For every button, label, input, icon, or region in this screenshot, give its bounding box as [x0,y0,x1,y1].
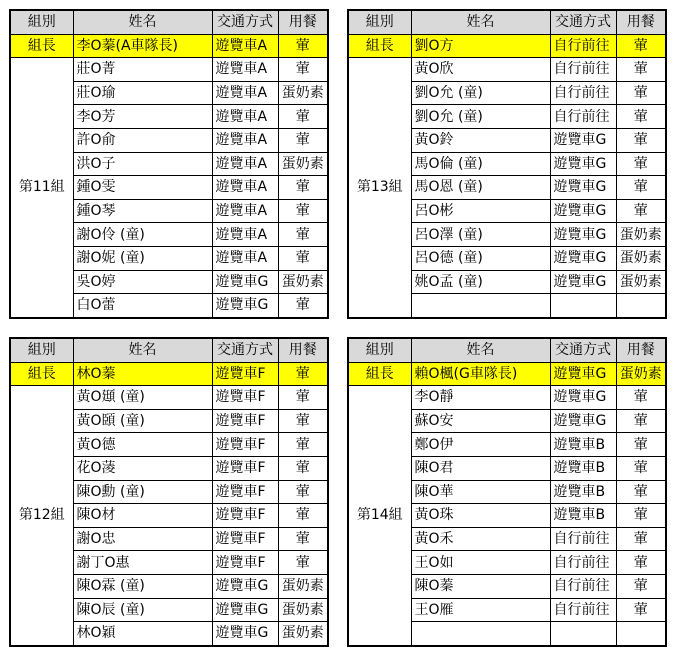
member-name: 黃O頲 (童) [73,386,212,410]
member-meal: 葷 [616,480,666,504]
member-name: 黃O德 [73,433,212,457]
member-meal: 葷 [278,223,328,247]
group-table-13 [347,9,667,319]
member-meal: 蛋奶素 [278,81,328,105]
leader-row [10,362,328,386]
leader-role: 組長 [10,362,73,386]
leader-row [348,362,666,386]
member-transport: 遊覽車G [212,574,278,598]
member-transport: 遊覽車G [212,598,278,622]
col-group-header: 組別 [348,338,411,362]
member-name: 蘇O安 [411,409,550,433]
col-name-header: 姓名 [411,10,550,34]
leader-role: 組長 [10,34,73,58]
member-transport: 遊覽車A [212,176,278,200]
leader-transport: 遊覽車A [212,34,278,58]
member-name: 謝O妮 (童) [73,246,212,270]
member-name: 黃O鈴 [411,128,550,152]
leader-name: 李O蓁(A車隊長) [73,34,212,58]
member-transport [550,294,616,318]
leader-row [348,34,666,58]
member-meal: 蛋奶素 [616,223,666,247]
group-table-11 [9,9,329,319]
leader-meal: 葷 [278,34,328,58]
member-transport: 遊覽車A [212,223,278,247]
member-transport: 遊覽車B [550,504,616,528]
member-transport: 遊覽車F [212,480,278,504]
member-name: 姚O孟 (童) [411,270,550,294]
member-name [411,622,550,646]
member-meal: 葷 [616,574,666,598]
member-name: 馬O恩 (童) [411,176,550,200]
member-name: 白O蕾 [73,294,212,318]
member-transport: 遊覽車G [212,622,278,646]
col-meal-header: 用餐 [278,10,328,34]
member-transport: 自行前往 [550,527,616,551]
member-meal [616,622,666,646]
member-transport: 遊覽車G [550,246,616,270]
member-transport: 遊覽車G [212,294,278,318]
member-meal: 葷 [278,199,328,223]
member-meal: 葷 [616,176,666,200]
member-meal: 葷 [616,409,666,433]
member-name: 黃O欣 [411,58,550,82]
member-transport: 遊覽車A [212,105,278,129]
leader-name: 劉O方 [411,34,550,58]
member-transport: 遊覽車G [550,176,616,200]
member-transport: 遊覽車A [212,199,278,223]
member-meal: 葷 [278,409,328,433]
member-row [348,58,666,82]
col-name-header: 姓名 [73,338,212,362]
group-table-14 [347,337,667,647]
member-meal: 葷 [616,598,666,622]
member-transport: 自行前往 [550,574,616,598]
member-name: 洪O子 [73,152,212,176]
col-meal-header: 用餐 [278,338,328,362]
member-transport: 遊覽車A [212,81,278,105]
member-transport: 遊覽車A [212,58,278,82]
member-name: 謝O伶 (童) [73,223,212,247]
col-transport-header: 交通方式 [212,10,278,34]
header-row [348,338,666,362]
member-transport: 遊覽車A [212,246,278,270]
col-transport-header: 交通方式 [212,338,278,362]
leader-meal: 葷 [616,34,666,58]
member-name: 馬O倫 (童) [411,152,550,176]
member-meal: 葷 [616,527,666,551]
member-name: 呂O彬 [411,199,550,223]
member-transport: 遊覽車A [212,128,278,152]
header-row [348,10,666,34]
leader-transport: 遊覽車G [550,362,616,386]
member-transport: 遊覽車G [550,223,616,247]
member-name: 李O靜 [411,386,550,410]
member-meal: 葷 [278,504,328,528]
leader-role: 組長 [348,362,411,386]
member-name: 劉O允 (童) [411,105,550,129]
member-transport: 遊覽車G [550,152,616,176]
member-transport [550,622,616,646]
member-transport: 遊覽車F [212,386,278,410]
member-name: 李O芳 [73,105,212,129]
leader-meal: 葷 [278,362,328,386]
member-meal: 葷 [616,81,666,105]
member-transport: 遊覽車G [550,128,616,152]
header-row [10,338,328,362]
member-name: 黃O頣 (童) [73,409,212,433]
member-meal: 葷 [616,504,666,528]
col-transport-header: 交通方式 [550,338,616,362]
member-transport: 遊覽車G [550,409,616,433]
member-name: 陳O辰 (童) [73,598,212,622]
member-transport: 遊覽車B [550,480,616,504]
member-transport: 遊覽車B [550,433,616,457]
col-meal-header: 用餐 [616,338,666,362]
member-name: 許O俞 [73,128,212,152]
member-transport: 自行前往 [550,598,616,622]
col-transport-header: 交通方式 [550,10,616,34]
member-meal: 葷 [278,105,328,129]
col-name-header: 姓名 [411,338,550,362]
member-name: 鍾O雯 [73,176,212,200]
member-name: 謝丁O惠 [73,551,212,575]
group-label: 第13組 [348,58,411,318]
member-transport: 遊覽車G [550,270,616,294]
member-meal: 蛋奶素 [278,598,328,622]
col-group-header: 組別 [10,338,73,362]
member-name: 王O如 [411,551,550,575]
member-transport: 自行前往 [550,58,616,82]
member-transport: 自行前往 [550,551,616,575]
member-transport: 遊覽車F [212,527,278,551]
member-meal: 葷 [616,128,666,152]
member-transport: 遊覽車G [212,270,278,294]
member-meal: 葷 [278,527,328,551]
member-transport: 自行前往 [550,81,616,105]
member-name: 花O蓤 [73,456,212,480]
member-meal: 葷 [278,386,328,410]
member-meal: 葷 [278,551,328,575]
header-row [10,10,328,34]
member-name: 陳O蓁 [411,574,550,598]
member-name [411,294,550,318]
member-meal: 葷 [278,480,328,504]
col-group-header: 組別 [348,10,411,34]
member-meal: 葷 [278,294,328,318]
member-name: 陳O霖 (童) [73,574,212,598]
member-meal: 蛋奶素 [616,270,666,294]
member-transport: 遊覽車B [550,456,616,480]
member-meal: 葷 [278,58,328,82]
member-meal: 葷 [616,58,666,82]
member-meal: 蛋奶素 [278,574,328,598]
member-meal: 蛋奶素 [278,622,328,646]
member-name: 莊O瑜 [73,81,212,105]
member-name: 呂O澤 (童) [411,223,550,247]
member-transport: 遊覽車F [212,409,278,433]
member-name: 陳O華 [411,480,550,504]
member-name: 王O雁 [411,598,550,622]
member-transport: 自行前往 [550,105,616,129]
member-meal: 葷 [616,152,666,176]
member-meal: 蛋奶素 [278,152,328,176]
col-group-header: 組別 [10,10,73,34]
member-name: 黃O禾 [411,527,550,551]
member-row [10,58,328,82]
leader-row [10,34,328,58]
member-meal: 葷 [616,199,666,223]
member-meal: 蛋奶素 [616,246,666,270]
member-meal: 蛋奶素 [278,270,328,294]
member-name: 陳O君 [411,456,550,480]
leader-name: 林O蓁 [73,362,212,386]
member-name: 林O穎 [73,622,212,646]
leader-meal: 蛋奶素 [616,362,666,386]
member-transport: 遊覽車F [212,504,278,528]
leader-role: 組長 [348,34,411,58]
member-transport: 遊覽車A [212,152,278,176]
member-meal: 葷 [616,551,666,575]
member-name: 黃O珠 [411,504,550,528]
member-meal: 葷 [616,105,666,129]
member-meal: 葷 [278,456,328,480]
member-meal: 葷 [278,128,328,152]
member-row [10,386,328,410]
member-name: 陳O材 [73,504,212,528]
member-name: 謝O忠 [73,527,212,551]
member-meal: 葷 [616,433,666,457]
col-name-header: 姓名 [73,10,212,34]
member-name: 陳O勳 (童) [73,480,212,504]
col-meal-header: 用餐 [616,10,666,34]
member-meal: 葷 [616,456,666,480]
member-name: 吳O婷 [73,270,212,294]
member-name: 鄭O伊 [411,433,550,457]
member-transport: 遊覽車F [212,433,278,457]
group-table-12 [9,337,329,647]
member-transport: 遊覽車F [212,551,278,575]
member-meal: 葷 [278,176,328,200]
member-transport: 遊覽車F [212,456,278,480]
member-transport: 遊覽車G [550,199,616,223]
leader-transport: 自行前往 [550,34,616,58]
member-meal: 葷 [616,386,666,410]
group-label: 第14組 [348,386,411,646]
leader-transport: 遊覽車F [212,362,278,386]
member-transport: 遊覽車G [550,386,616,410]
member-meal [616,294,666,318]
group-label: 第11組 [10,58,73,318]
leader-name: 賴O楓(G車隊長) [411,362,550,386]
group-label: 第12組 [10,386,73,646]
member-meal: 葷 [278,246,328,270]
member-row [348,386,666,410]
member-name: 呂O德 (童) [411,246,550,270]
member-name: 鍾O琴 [73,199,212,223]
member-meal: 葷 [278,433,328,457]
member-name: 莊O菁 [73,58,212,82]
member-name: 劉O允 (童) [411,81,550,105]
